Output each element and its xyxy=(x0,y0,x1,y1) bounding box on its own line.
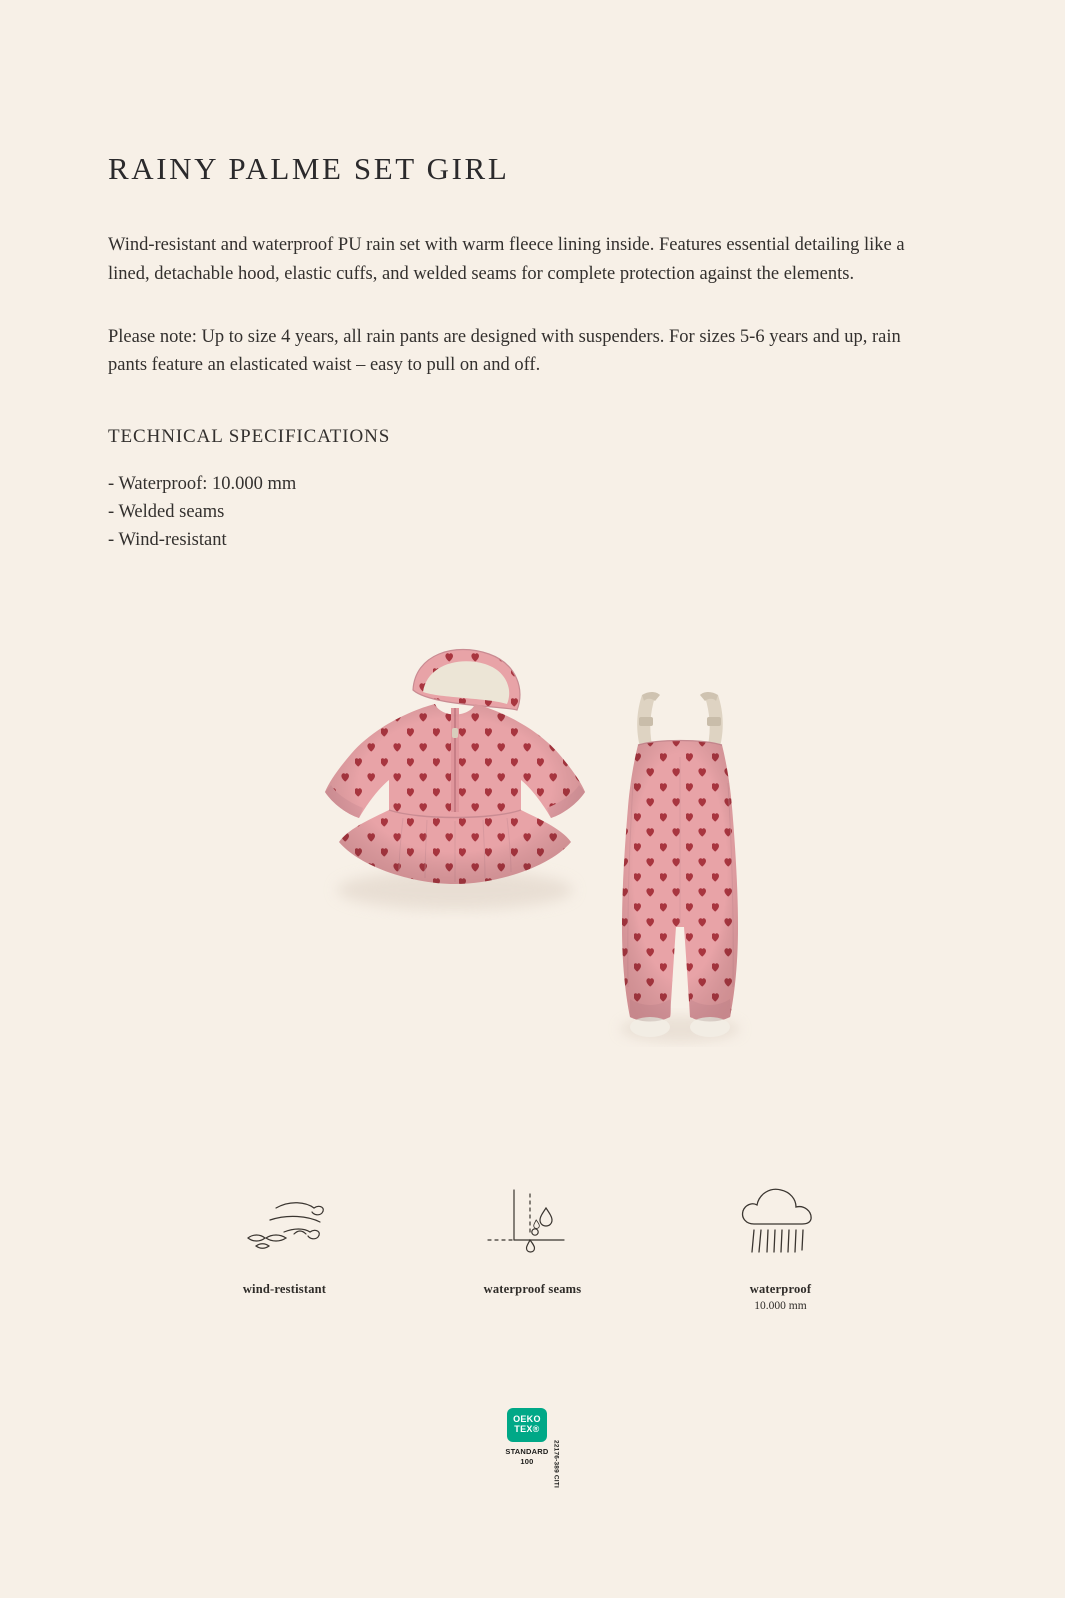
pants-image xyxy=(608,687,753,1047)
oeko-tex-line1: OEKO xyxy=(513,1414,541,1425)
oeko-tex-logo xyxy=(507,1408,547,1442)
technical-specifications-list xyxy=(108,470,957,554)
product-description-note: Please note: Up to size 4 years, all rain pants are designed with suspenders. For sizes 5-6 years and up, rain pants feature an elasticated waist – easy to pull on and off. xyxy=(108,326,901,376)
spec-item: - Welded seams xyxy=(108,501,225,522)
feature-sublabel: 10.000 mm xyxy=(754,1300,807,1313)
oeko-tex-side-code xyxy=(552,1440,560,1488)
product-image-group xyxy=(108,632,957,1102)
feature-wind-resistant xyxy=(210,1176,360,1312)
certification-block xyxy=(108,1408,957,1488)
feature-waterproof xyxy=(706,1176,856,1312)
oeko-tex-standard xyxy=(505,1447,548,1466)
feature-label: waterproof xyxy=(749,1282,812,1297)
wind-icon xyxy=(210,1176,360,1256)
technical-specifications-heading: TECHNICAL SPECIFICATIONS xyxy=(108,425,391,447)
jacket-image xyxy=(303,632,603,922)
product-description-primary: Wind-resistant and waterproof PU rain set with warm fleece lining inside. Features essential detailing like a lined, detachable hood, elastic cuffs, and welded seams for complete protection against the elements. xyxy=(108,235,905,284)
oeko-tex-standard-line1: STANDARD xyxy=(505,1447,549,1457)
waterproof-seams-icon xyxy=(458,1176,608,1256)
oeko-tex-main xyxy=(505,1408,548,1466)
oeko-tex-code-number: 22176-389 xyxy=(552,1440,560,1474)
oeko-tex-line2: TEX® xyxy=(514,1424,540,1435)
oeko-tex-badge xyxy=(505,1408,559,1488)
page-title: RAINY PALME SET GIRL xyxy=(108,151,510,186)
spec-item: - Wind-resistant xyxy=(108,530,227,551)
feature-waterproof-seams xyxy=(458,1176,608,1312)
feature-label: wind-restistant xyxy=(242,1282,327,1297)
oeko-tex-code-institute: CITI xyxy=(552,1475,560,1489)
feature-label: waterproof seams xyxy=(483,1282,582,1297)
oeko-tex-standard-line2: 100 xyxy=(520,1456,534,1466)
feature-icons-row xyxy=(108,1176,957,1312)
rain-cloud-icon xyxy=(706,1176,856,1256)
spec-item: - Waterproof: 10.000 mm xyxy=(108,473,297,494)
